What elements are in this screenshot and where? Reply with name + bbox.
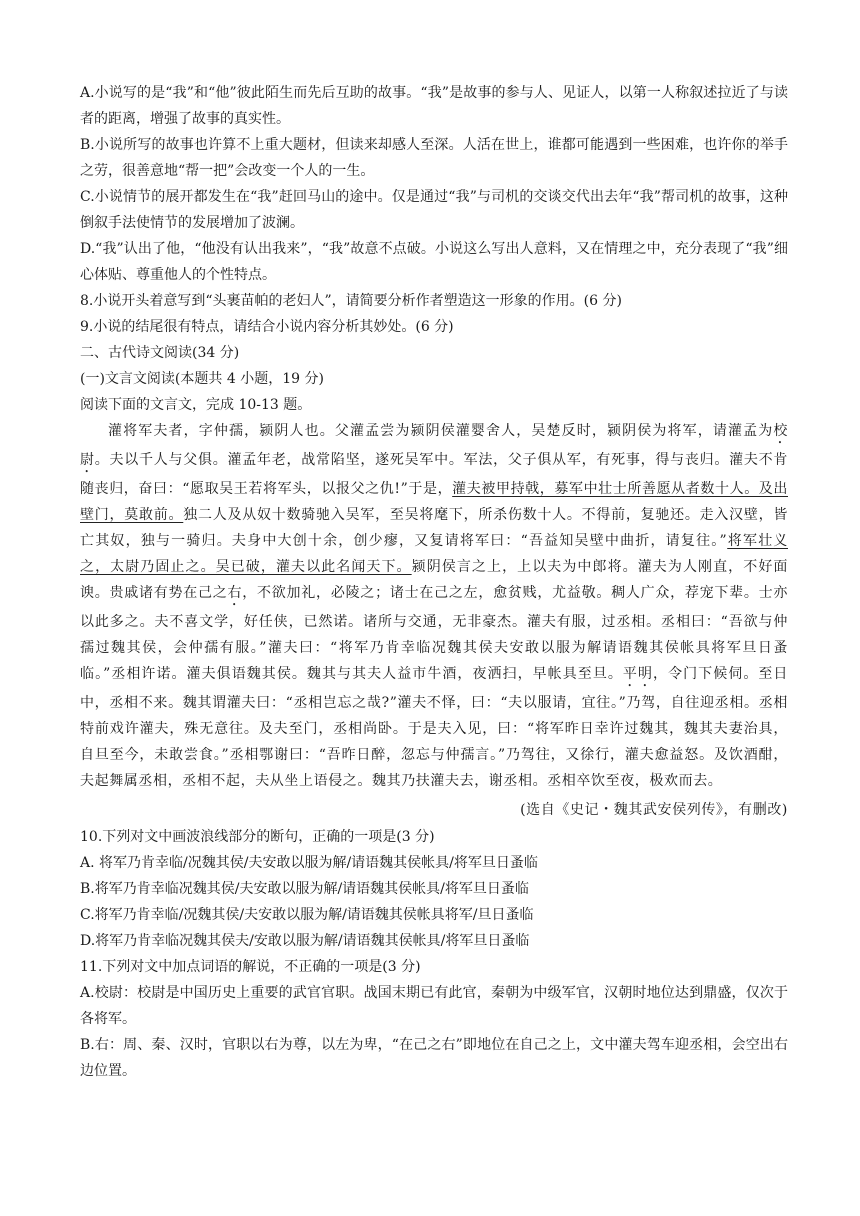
- passage-text: ，令门下候伺。至日中，丞相不来。魏其谓灌夫曰：“丞相岂忘之哉?”灌夫不怿，曰：“夫以服请，宜往。”乃驾，自往迎丞相。丞相特前戏许灌夫，殊无意往。及夫至门，丞相尚卧。于是夫入见，曰：“将军昨日幸许过魏其，魏其夫妻治具，自旦至今，未敢尝食。”丞相鄂谢曰：“吾昨日醉，忽忘与仲孺言。”乃驾往，又徐行，灌夫愈益怒。及饮酒酣，夫起舞属丞相，丞相不起，夫从坐上语侵之。魏其乃扶灌夫去，谢丞相。丞相卒饮至夜，极欢而去。: [80, 666, 789, 789]
- passage-text: 灌将军夫者，字仲孺，颍阴人也。父灌孟尝为颍阴侯灌婴舍人，吴楚反时，颍阴侯为将军，请灌孟为: [108, 423, 774, 439]
- passage-source: (选自《史记・魏其武安侯列传》，有删改): [520, 802, 788, 818]
- passage-text: 。夫以千人与父俱。灌孟年老，战常陷坚，遂死吴军中。军法，父子俱从军，有死事，得与丧归。灌夫不肯随丧归，奋曰：“愿取吴王若将军头，以报父之仇!”于是，: [80, 452, 788, 497]
- section-heading: 二、古代诗文阅读(34 分): [80, 345, 240, 361]
- q7-option-c: C.小说情节的展开都发生在“我”赶回马山的途中。仅是通过“我”与司机的交谈交代出去年“我”帮司机的故事，这种倒叙手法使情节的发展增加了波澜。: [80, 189, 788, 231]
- q7-option-d: D.“我”认出了他，“他没有认出我来”，“我”故意不点破。小说这么写出人意料，又在情理之中，充分表现了“我”细心体贴、尊重他人的个性特点。: [80, 241, 788, 283]
- passage-text: 。”丞相许诺。灌夫俱语魏其侯。魏其与其夫人益市牛酒，夜洒扫，早帐具至旦。: [95, 666, 623, 682]
- underlined-sentence-2: 将军壮义之，太尉乃固止之。吴已破，灌夫以此名闻天下。: [80, 533, 788, 575]
- subsection-heading: (一)文言文阅读(本题共 4 小题，19 分): [80, 371, 324, 387]
- passage-text: 独二人及从奴十数骑驰入吴军，至吴将麾下，所杀伤数十人。不得前，复驰还。走入汉壁，皆亡其奴，独与一骑归。夫身中大创十余，创少瘳，又复请将军曰：“吾益知吴壁中曲折，请复往。”: [80, 507, 788, 549]
- q10-option-c: C.将军乃肯幸临/况魏其侯/夫安敢以服为解/请语魏其侯帐具将军/旦日蚤临: [80, 907, 534, 923]
- q11-option-a: A.校尉：校尉是中国历史上重要的武官官职。战国末期已有此官，秦朝为中级军官，汉朝时地位达到鼎盛，仅次于各将军。: [80, 985, 788, 1027]
- q7-option-b: B.小说所写的故事也许算不上重大题材，但读来却感人至深。人活在世上，谁都可能遇到一些困难，也许你的举手之劳，很善意地“帮一把”会改变一个人的一生。: [80, 137, 788, 179]
- q10-option-d: D.将军乃肯幸临况魏其侯夫/安敢以服为解/请语魏其侯帐具/将军旦日蚤临: [80, 933, 530, 949]
- classical-passage: [80, 418, 788, 794]
- passage-text: ，不欲加礼，必陵之；诸士在己之左，愈贫贱，尤益敬。稠人广众，荐宠下辈。士亦以此多之。夫不喜文学，好任侠，已然诺。诸所与交通，无非豪杰。灌夫有服，过丞相。丞相曰：“吾欲与仲孺过魏其侯，会仲孺有服。”灌夫曰：“: [80, 585, 788, 656]
- question-8: 8.小说开头着意写到“头裹苗帕的老妇人”，请简要分析作者塑造这一形象的作用。(6 分): [80, 293, 622, 309]
- dotted-word-xiaowei: 校尉: [80, 423, 788, 468]
- q7-option-a: A.小说写的是“我”和“他”彼此陌生而先后互助的故事。“我”是故事的参与人、见证人，以第一人称叙述拉近了与读者的距离，增强了故事的真实性。: [80, 85, 788, 127]
- question-10-stem: 10.下列对文中画波浪线部分的断句，正确的一项是(3 分): [80, 829, 435, 845]
- q10-option-b: B.将军乃肯幸临况魏其侯/夫安敢以服为解/请语魏其侯帐具/将军旦日蚤临: [80, 881, 529, 897]
- question-9: 9.小说的结尾很有特点，请结合小说内容分析其妙处。(6 分): [80, 319, 454, 335]
- wavy-line-segment: 将军乃肯幸临况魏其侯夫安敢以服为解请语魏其侯帐具将军旦日蚤临: [80, 640, 788, 682]
- q11-option-b: B.右：周、秦、汉时，官职以右为尊，以左为卑，“在己之右”即地位在自己之上，文中灌夫驾车迎丞相，会空出右边位置。: [80, 1037, 788, 1079]
- q10-option-a: A. 将军乃肯幸临/况魏其侯/夫安敢以服为解/请语魏其侯帐具/将军旦日蚤临: [80, 855, 538, 871]
- underlined-sentence-1: 灌夫被甲持戟，募军中壮士所善愿从者数十人。及出壁门，莫敢前。: [80, 481, 788, 523]
- passage-text: 颍阴侯言之上，上以夫为中郎将。灌夫为人刚直，不好面谀。贵戚诸有势在己之: [80, 559, 788, 601]
- dotted-word-you: 右: [227, 585, 243, 601]
- dotted-word-pingming: 平明: [622, 666, 654, 682]
- question-11-stem: 11.下列对文中加点词语的解说，不正确的一项是(3 分): [80, 959, 421, 975]
- reading-instruction: 阅读下面的文言文，完成 10-13 题。: [80, 397, 312, 413]
